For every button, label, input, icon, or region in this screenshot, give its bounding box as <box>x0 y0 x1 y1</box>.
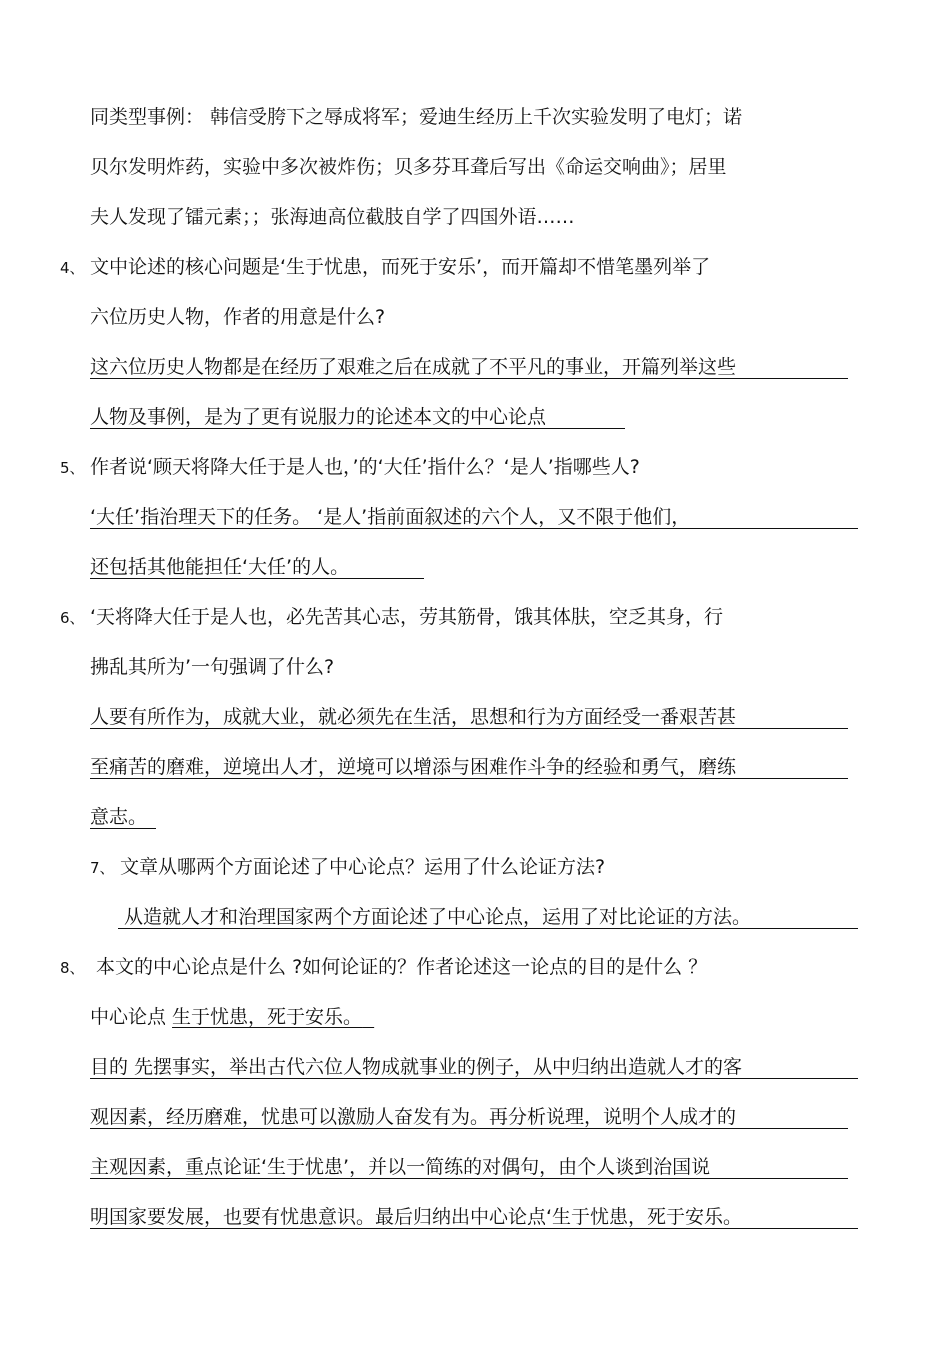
answer-4-line-1: 这六位历史人物都是在经历了艰难之后在成就了不平凡的事业，开篇列举这些 <box>90 356 737 378</box>
question-8-number: 8、 <box>60 959 85 977</box>
answer-8-purpose-text: 先摆事实，举出古代六位人物成就事业的例子，从中归纳出造就人才的客 <box>134 1056 743 1078</box>
answer-6-underline-1 <box>90 728 848 729</box>
answer-6-underline-2 <box>90 778 848 779</box>
answer-8-underline-3 <box>90 1178 848 1179</box>
answer-6-line-3: 意志。 <box>90 806 148 828</box>
answer-8-thesis-label: 中心论点 <box>90 1006 173 1028</box>
question-4-number: 4、 <box>60 259 85 277</box>
question-7-text: 文章从哪两个方面论述了中心论点？运用了什么论证方法? <box>120 856 606 878</box>
answer-5-line-1: ‘大任’指治理天下的任务。 ‘是人’指前面叙述的六个人，又不限于他们， <box>90 506 691 528</box>
answer-5-line-2: 还包括其他能担任‘大任’的人。 <box>90 556 350 578</box>
question-7 <box>90 854 605 881</box>
answer-8-purpose-label: 目的 <box>90 1056 135 1078</box>
question-7-number: 7、 <box>90 859 115 877</box>
question-6 <box>60 604 723 631</box>
question-4-text-2: 六位历史人物，作者的用意是什么? <box>90 306 386 328</box>
answer-8-thesis-value: 生于忧患，死于安乐。 <box>172 1006 363 1028</box>
answer-5-underline-2 <box>90 578 424 579</box>
question-5-text: 作者说‘顾天将降大任于是人也，’的‘大任’指什么？‘是人’指哪些人? <box>90 456 640 478</box>
answer-5-underline-1 <box>90 528 858 529</box>
answer-4-line-2: 人物及事例，是为了更有说服力的论述本文的中心论点 <box>90 406 547 428</box>
answer-8-line-4: 明国家要发展，也要有忧患意识。最后归纳出中心论点‘生于忧患，死于安乐。 <box>90 1206 743 1228</box>
answer-4-underline-1 <box>90 378 848 379</box>
question-6-number: 6、 <box>60 609 85 627</box>
answer-8-underline-4 <box>90 1228 858 1229</box>
example-line-2: 贝尔发明炸药，实验中多次被炸伤；贝多芬耳聋后写出《命运交响曲》；居里 <box>90 156 727 178</box>
question-5 <box>60 454 640 481</box>
answer-6-line-1: 人要有所作为，成就大业，就必须先在生活，思想和行为方面经受一番艰苦甚 <box>90 706 737 728</box>
question-6-text-2: 拂乱其所为’一句强调了什么? <box>90 656 335 678</box>
question-8 <box>60 954 707 981</box>
answer-8-underline-1 <box>90 1078 858 1079</box>
answer-8-line-3: 主观因素，重点论证‘生于忧患’，并以一简练的对偶句，由个人谈到治国说 <box>90 1156 711 1178</box>
answer-8-thesis <box>90 1004 374 1030</box>
question-6-text-1: ‘天将降大任于是人也，必先苦其心志，劳其筋骨，饿其体肤，空乏其身，行 <box>90 606 724 628</box>
question-4 <box>60 254 710 281</box>
question-5-number: 5、 <box>60 459 85 477</box>
answer-8-underline-2 <box>90 1128 848 1129</box>
example-line-1: 同类型事例： 韩信受胯下之辱成将军；爱迪生经历上千次实验发明了电灯；诺 <box>90 106 743 128</box>
answer-6-underline-3 <box>90 828 156 829</box>
answer-7-underline <box>118 928 858 929</box>
answer-7: 从造就人才和治理国家两个方面论述了中心论点，运用了对比论证的方法。 <box>124 906 752 928</box>
answer-6-line-2: 至痛苦的磨难，逆境出人才，逆境可以增添与困难作斗争的经验和勇气，磨练 <box>90 756 737 778</box>
answer-8-line-2: 观因素，经历磨难，忧患可以激励人奋发有为。再分析说理，说明个人成才的 <box>90 1106 737 1128</box>
question-8-text: 本文的中心论点是什么 ?如何论证的？作者论述这一论点的目的是什么 ？ <box>90 956 708 978</box>
answer-4-underline-2 <box>90 428 625 429</box>
question-4-text-1: 文中论述的核心问题是‘生于忧患，而死于安乐’，而开篇却不惜笔墨列举了 <box>90 256 711 278</box>
example-line-3: 夫人发现了镭元素；；张海迪高位截肢自学了四国外语…… <box>90 206 575 228</box>
answer-8-line-1 <box>90 1054 742 1080</box>
